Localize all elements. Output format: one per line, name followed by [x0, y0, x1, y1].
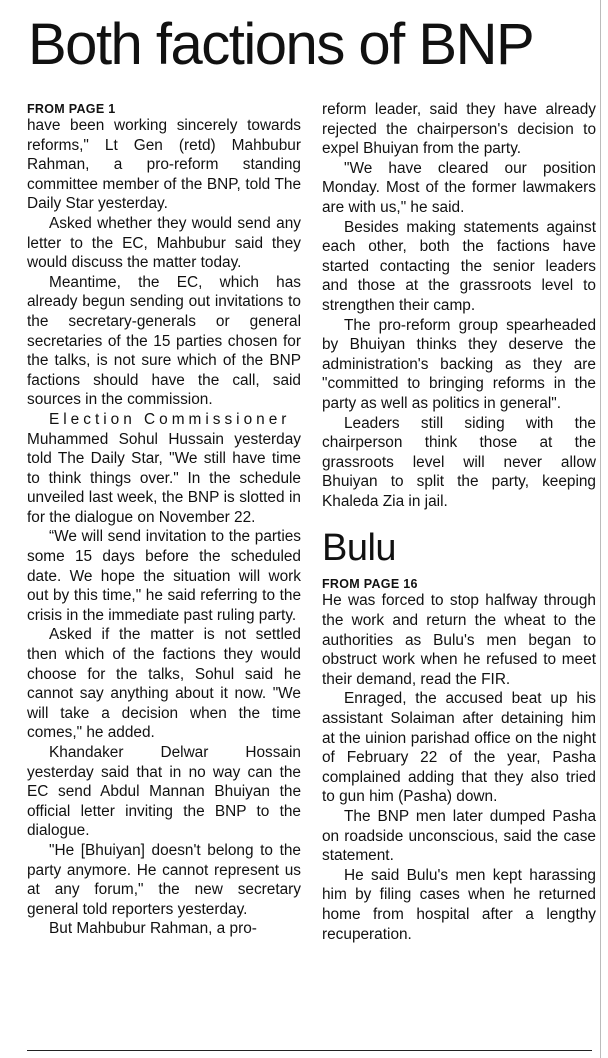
paragraph: "He [Bhuiyan] doesn't belong to the party anymore. He cannot represent us at any forum," the new secretary general told reporters yesterday.: [27, 841, 301, 918]
paragraph: "We have cleared our position Monday. Most of the former lawmakers are with us," he said.: [322, 159, 596, 216]
paragraph: have been working sincerely towards reforms," Lt Gen (retd) Mahbubur Rahman, a pro-reform standing committee member of the BNP, told The Daily Star yesterday.: [27, 117, 301, 213]
paragraph: Khandaker Delwar Hossain yesterday said that in no way can the EC send Abdul Mannan Bhuiyan the official letter inviting the BNP to the dialogue.: [27, 744, 301, 840]
jump-line-from-page-1: FROM PAGE 1: [27, 102, 116, 116]
paragraph: Asked whether they would send any letter to the EC, Mahbubur said they would discuss the matter today.: [27, 214, 301, 272]
paragraph: He said Bulu's men kept harassing him by filing cases when he returned home from hospital after a lengthy recuperation.: [322, 866, 596, 943]
bottom-divider: [27, 1050, 592, 1051]
headline: Both factions of BNP: [28, 12, 534, 77]
paragraph: “We will send invitation to the parties some 15 days before the scheduled date. We hope the situation will work out by this time," he said referring to the crisis in the immediate past ruling party.: [27, 528, 301, 624]
paragraph: Leaders still siding with the chairperson think those at the grassroots level will never allow Bhuiyan to split the party, keeping Khaleda Zia in jail.: [322, 414, 596, 510]
jump-line-from-page-16: FROM PAGE 16: [322, 577, 418, 592]
paragraph: He was forced to stop halfway through the work and return the wheat to the authorities as Bulu's men began to obstruct work when he refused to meet their demand, read the FIR.: [322, 592, 596, 688]
bulu-story: [322, 525, 596, 944]
page-edge-divider: [600, 0, 601, 1058]
paragraph: Asked if the matter is not settled then which of the factions they would choose for the talks, Sohul said he cannot say anything about it now. "We will take a decision when the time comes," he added.: [27, 626, 301, 742]
paragraph: Meantime, the EC, which has already begun sending out invitations to the secretary-generals or general secretaries of the 15 parties chosen for the talks, is not sure which of the BNP factions should have the call, said sources in the commission.: [27, 273, 301, 409]
article-column-right: [322, 100, 596, 944]
paragraph: The BNP men later dumped Pasha on roadside unconscious, said the case statement.: [322, 808, 596, 865]
paragraph: The pro-reform group spearheaded by Bhuiyan thinks they deserve the administration's backing as they are "committed to bringing reforms in the party as well as politics in general".: [322, 316, 596, 412]
subhead-bulu: Bulu: [322, 527, 397, 570]
paragraph: Besides making statements against each other, both the factions have started contacting the senior leaders and those at the grassroots level to strengthen their camp.: [322, 218, 596, 314]
paragraph: reform leader, said they have already rejected the chairperson's decision to expel Bhuiyan from the party.: [322, 101, 596, 158]
article-column-left: [27, 100, 301, 939]
paragraph: Election Commissioner: [49, 410, 291, 428]
paragraph: But Mahbubur Rahman, a pro-: [49, 920, 257, 938]
paragraph: Muhammed Sohul Hussain yesterday told The Daily Star, "We still have time to think things over." In the schedule unveiled last week, the BNP is slotted in for the dialogue on November 22.: [27, 430, 301, 526]
paragraph: Enraged, the accused beat up his assistant Solaiman after detaining him at the uinion parishad office on the night of February 22 of the year, Pasha complained adding that they also tried to gun him (Pasha) down.: [322, 690, 596, 806]
